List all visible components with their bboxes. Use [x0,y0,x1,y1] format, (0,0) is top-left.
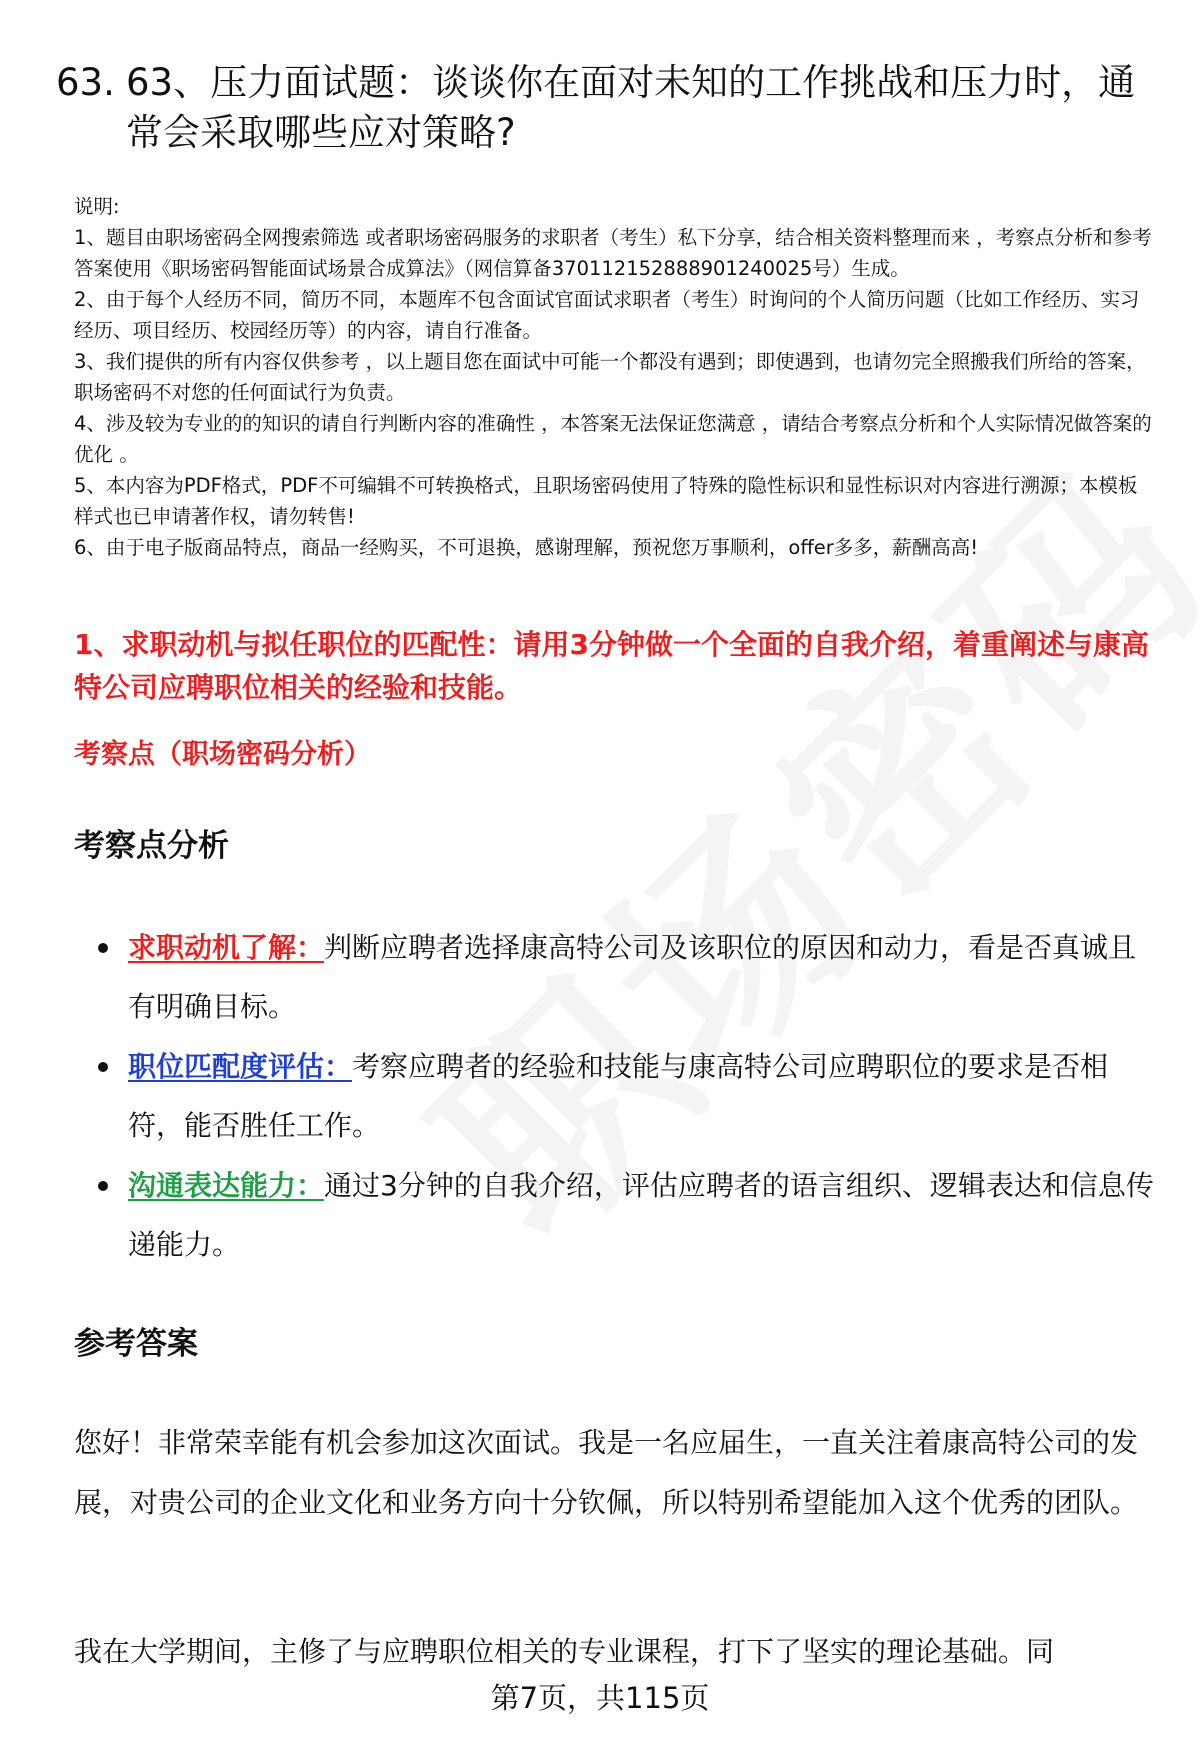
list-item [74,1156,1154,1274]
answer-paragraph: 您好！非常荣幸能有机会参加这次面试。我是一名应届生，一直关注着康高特公司的发展，对贵公司的企业文化和业务方向十分钦佩，所以特别希望能加入这个优秀的团队。 [74,1426,1139,1519]
notice-heading: 说明: [74,195,120,218]
bullet-icon [98,1181,108,1191]
question-heading: 1、求职动机与拟任职位的匹配性：请用3分钟做一个全面的自我介绍，着重阐述与康高特公司应聘职位相关的经验和技能。 [74,628,1149,704]
bullet-icon [98,1062,108,1072]
notice-item: 1、题目由职场密码全网搜索筛选 或者职场密码服务的求职者（考生）私下分享，结合相关资料整理而来 ，考察点分析和参考答案使用《职场密码智能面试场景合成算法》（网信算备370112152888901240025号）生成。 [74,226,1152,280]
answer-heading: 参考答案 [74,1326,198,1362]
title-text: 63、压力面试题：谈谈你在面对未知的工作挑战和压力时，通常会采取哪些应对策略? [126,61,1136,154]
notice-block [74,191,1154,563]
list-item [74,1037,1154,1155]
bullet-icon [98,943,108,953]
bullet-label: 沟通表达能力： [128,1169,325,1202]
list-item [74,918,1154,1036]
analysis-heading: 考察点分析 [74,828,229,864]
bullet-label: 职位匹配度评估： [128,1050,353,1083]
notice-item: 3、我们提供的所有内容仅供参考 ，以上题目您在面试中可能一个都没有遇到；即使遇到，也请勿完全照搬我们所给的答案，职场密码不对您的任何面试行为负责。 [74,350,1146,404]
bullet-text: 通过3分钟的自我介绍，评估应聘者的语言组织、逻辑表达和信息传递能力。 [128,1169,1154,1261]
notice-item: 2、由于每个人经历不同，简历不同，本题库不包含面试官面试求职者（考生）时询问的个人简历问题（比如工作经历、实习经历、项目经历、校园经历等）的内容，请自行准备。 [74,288,1140,342]
notice-item: 6、由于电子版商品特点，商品一经购买，不可退换，感谢理解，预祝您万事顺利，offer多多，薪酬高高! [74,536,979,559]
kaochadian-label: 考察点（职场密码分析） [74,739,371,770]
answer-paragraph: 我在大学期间，主修了与应聘职位相关的专业课程，打下了坚实的理论基础。同 [74,1635,1055,1668]
title-number: 63. [56,61,115,104]
bullet-text: 判断应聘者选择康高特公司及该职位的原因和动力，看是否真诚且有明确目标。 [128,931,1137,1023]
page-title [56,58,1146,158]
bullet-text: 考察应聘者的经验和技能与康高特公司应聘职位的要求是否相符，能否胜任工作。 [128,1050,1109,1142]
page-footer: 第7页，共115页 [490,1681,710,1715]
notice-item: 5、本内容为PDF格式，PDF不可编辑不可转换格式，且职场密码使用了特殊的隐性标识和显性标识对内容进行溯源；本模板样式也已申请著作权，请勿转售! [74,474,1138,528]
notice-item: 4、涉及较为专业的的知识的请自行判断内容的准确性 ，本答案无法保证您满意 ，请结合考察点分析和个人实际情况做答案的优化 。 [74,412,1152,466]
analysis-list [74,918,1154,1275]
bullet-label: 求职动机了解： [128,931,325,964]
